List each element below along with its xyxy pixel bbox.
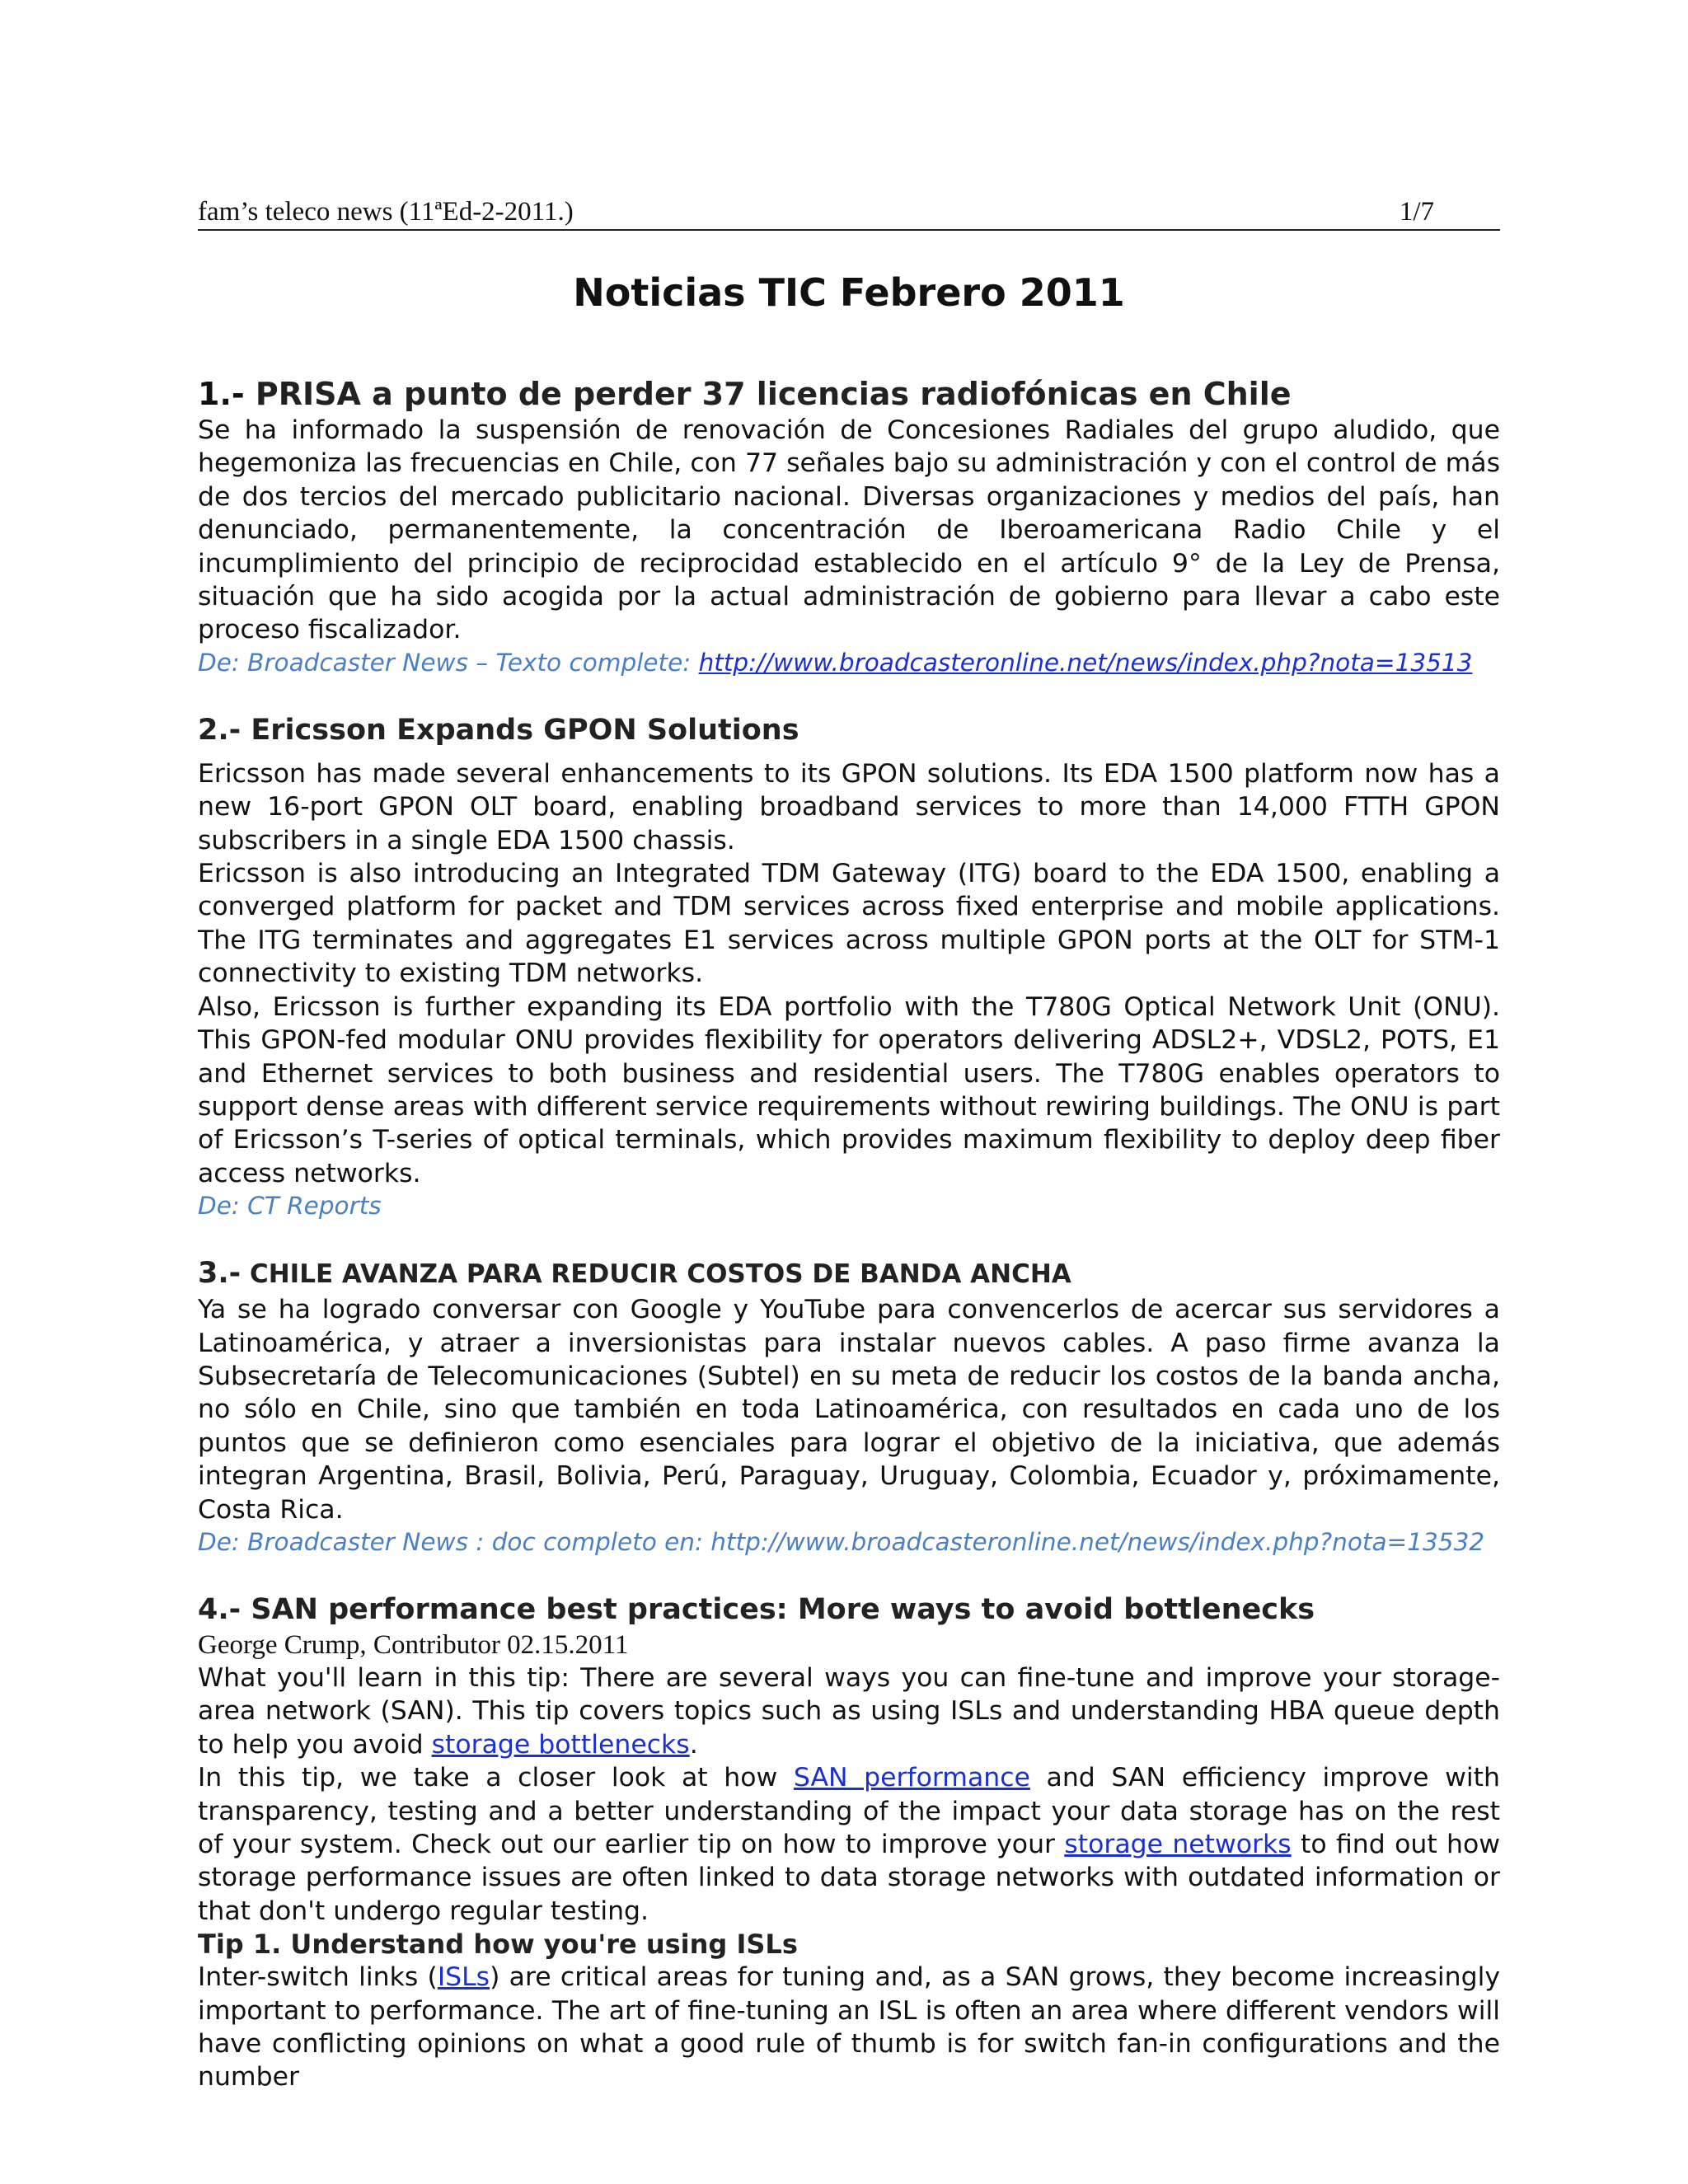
section-1-source — [198, 647, 1500, 678]
section-3-number: 3.- — [198, 1257, 241, 1291]
section-1-heading — [198, 374, 1500, 414]
page-number: 1/7 — [1399, 197, 1434, 227]
section-3-title: CHILE AVANZA PARA REDUCIR COSTOS DE BANDA ANCHA — [241, 1259, 1071, 1290]
section-3-body: Ya se ha logrado conversar con Google y YouTube para convencerlos de acercar sus servidores a Latinoamérica, y atraer a inversionistas para instalar nuevos cables. A paso firme avanza la Subsecretaría de Telecomunicaciones (Subtel) en su meta de reducir los costos de la banda ancha, no sólo en Chile, sino que también en toda Latinoamérica, con resultados en cada uno de los puntos que se definieron como esenciales para lograr el objetivo de la iniciativa, que además integran Argentina, Brasil, Bolivia, Perú, Paraguay, Uruguay, Colombia, Ecuador y, próximamente, Costa Rica. — [198, 1295, 1500, 1525]
section-4-p3-text-a: Inter-switch links ( — [198, 1962, 438, 1993]
storage-networks-link[interactable]: storage networks — [1064, 1830, 1292, 1859]
storage-bottlenecks-link[interactable]: storage bottlenecks — [431, 1729, 690, 1760]
section-3-source: De: Broadcaster News : doc completo en: http://www.broadcasteronline.net/news/index.php?nota=13532 — [198, 1527, 1485, 1556]
section-1-source-prefix: De: Broadcaster News – Texto complete: — [198, 648, 699, 677]
document-page — [198, 190, 1500, 2127]
section-1-source-link[interactable]: http://www.broadcasteronline.net/news/index.php?nota=13513 — [698, 648, 1473, 677]
section-4-paragraph-1 — [198, 1661, 1500, 1761]
section-1-number: 1.- — [198, 376, 245, 412]
section-4-p2-text-a: In this tip, we take a closer look at how — [198, 1763, 794, 1793]
section-1-body: Se ha informado la suspensión de renovación de Concesiones Radiales del grupo aludido, que hegemoniza las frecuencias en Chile, con 77 señales bajo su administración y con el control de más de dos tercios del mercado publicitario nacional. Diversas organizaciones y medios del país, han denunciado, permanentemente, la concentración de Iberoamericana Radio Chile y el incumplimiento del principio de reciprocidad establecido en el artículo 9° de la Ley de Prensa, situación que ha sido acogida por la actual administración de gobierno para llevar a cabo este proceso fiscalizador. — [198, 415, 1500, 645]
section-3 — [198, 1254, 1500, 1558]
section-4-p3-text-b: ) are critical areas for tuning and, as a SAN grows, they become increasingly important to performance. The art of fine-tuning an ISL is often an area where different vendors will have conflicting opinions on what a good rule of thumb is for switch fan-in configurations and the number — [198, 1962, 1500, 2093]
section-4-heading: 4.- SAN performance best practices: More ways to avoid bottlenecks — [198, 1592, 1315, 1626]
section-4-p2-text-c: to find out how storage performance issues are often linked to data storage networks with outdated information or that don't undergo regular testing. — [198, 1830, 1501, 1926]
section-2-heading: 2.- Ericsson Expands GPON Solutions — [198, 713, 799, 747]
section-1-title: PRISA a punto de perder 37 licencias radiofónicas en Chile — [244, 376, 1292, 412]
isls-link[interactable]: ISLs — [437, 1962, 490, 1993]
san-performance-link[interactable]: SAN performance — [793, 1763, 1030, 1793]
section-4-p1-end: . — [689, 1729, 698, 1760]
section-4-paragraph-3 — [198, 1961, 1500, 2094]
page-title: Noticias TIC Febrero 2011 — [573, 270, 1125, 315]
section-3-heading — [198, 1254, 1500, 1293]
section-2 — [198, 711, 1500, 1221]
section-4-p2-text-b: and SAN efficiency improve with transparency, testing and a better understanding of the impact your data storage has on the rest of your system. Check out our earlier tip on how to improve your — [198, 1763, 1500, 1859]
tip-1-heading: Tip 1. Understand how you're using ISLs — [198, 1929, 798, 1961]
section-4 — [198, 1591, 1500, 2094]
section-4-p1-text: What you'll learn in this tip: There are several ways you can fine-tune and improve your storage-area network (SAN). This tip covers topics such as using ISLs and understanding HBA queue depth to help you avoid — [198, 1662, 1500, 1760]
page-header — [198, 190, 1500, 231]
section-4-byline: George Crump, Contributor 02.15.2011 — [198, 1629, 629, 1660]
section-2-paragraph-2: Ericsson is also introducing an Integrated TDM Gateway (ITG) board to the EDA 1500, enabling a converged platform for packet and TDM services across fixed enterprise and mobile applications. The ITG terminates and aggregates E1 services across multiple GPON ports at the OLT for STM-1 connectivity to existing TDM networks. — [198, 859, 1500, 989]
section-2-paragraph-1: Ericsson has made several enhancements to its GPON solutions. Its EDA 1500 platform now has a new 16-port GPON OLT board, enabling broadband services to more than 14,000 FTTH GPON subscribers in a single EDA 1500 chassis. — [198, 758, 1500, 855]
section-4-paragraph-2 — [198, 1761, 1500, 1928]
section-2-source: De: CT Reports — [198, 1192, 382, 1221]
section-1 — [198, 374, 1500, 678]
section-2-paragraph-3: Also, Ericsson is further expanding its EDA portfolio with the T780G Optical Network Unit (ONU). This GPON-fed modular ONU provides flexibility for operators delivering ADSL2+, VDSL2, POTS, E1 and Ethernet services to both business and residential users. The T780G enables operators to support dense areas with different service requirements without rewiring buildings. The ONU is part of Ericsson’s T-series of optical terminals, which provides maximum flexibility to deploy deep fiber access networks. — [198, 991, 1500, 1188]
header-publication: fam’s teleco news (11ªEd-2-2011.) — [198, 197, 574, 227]
